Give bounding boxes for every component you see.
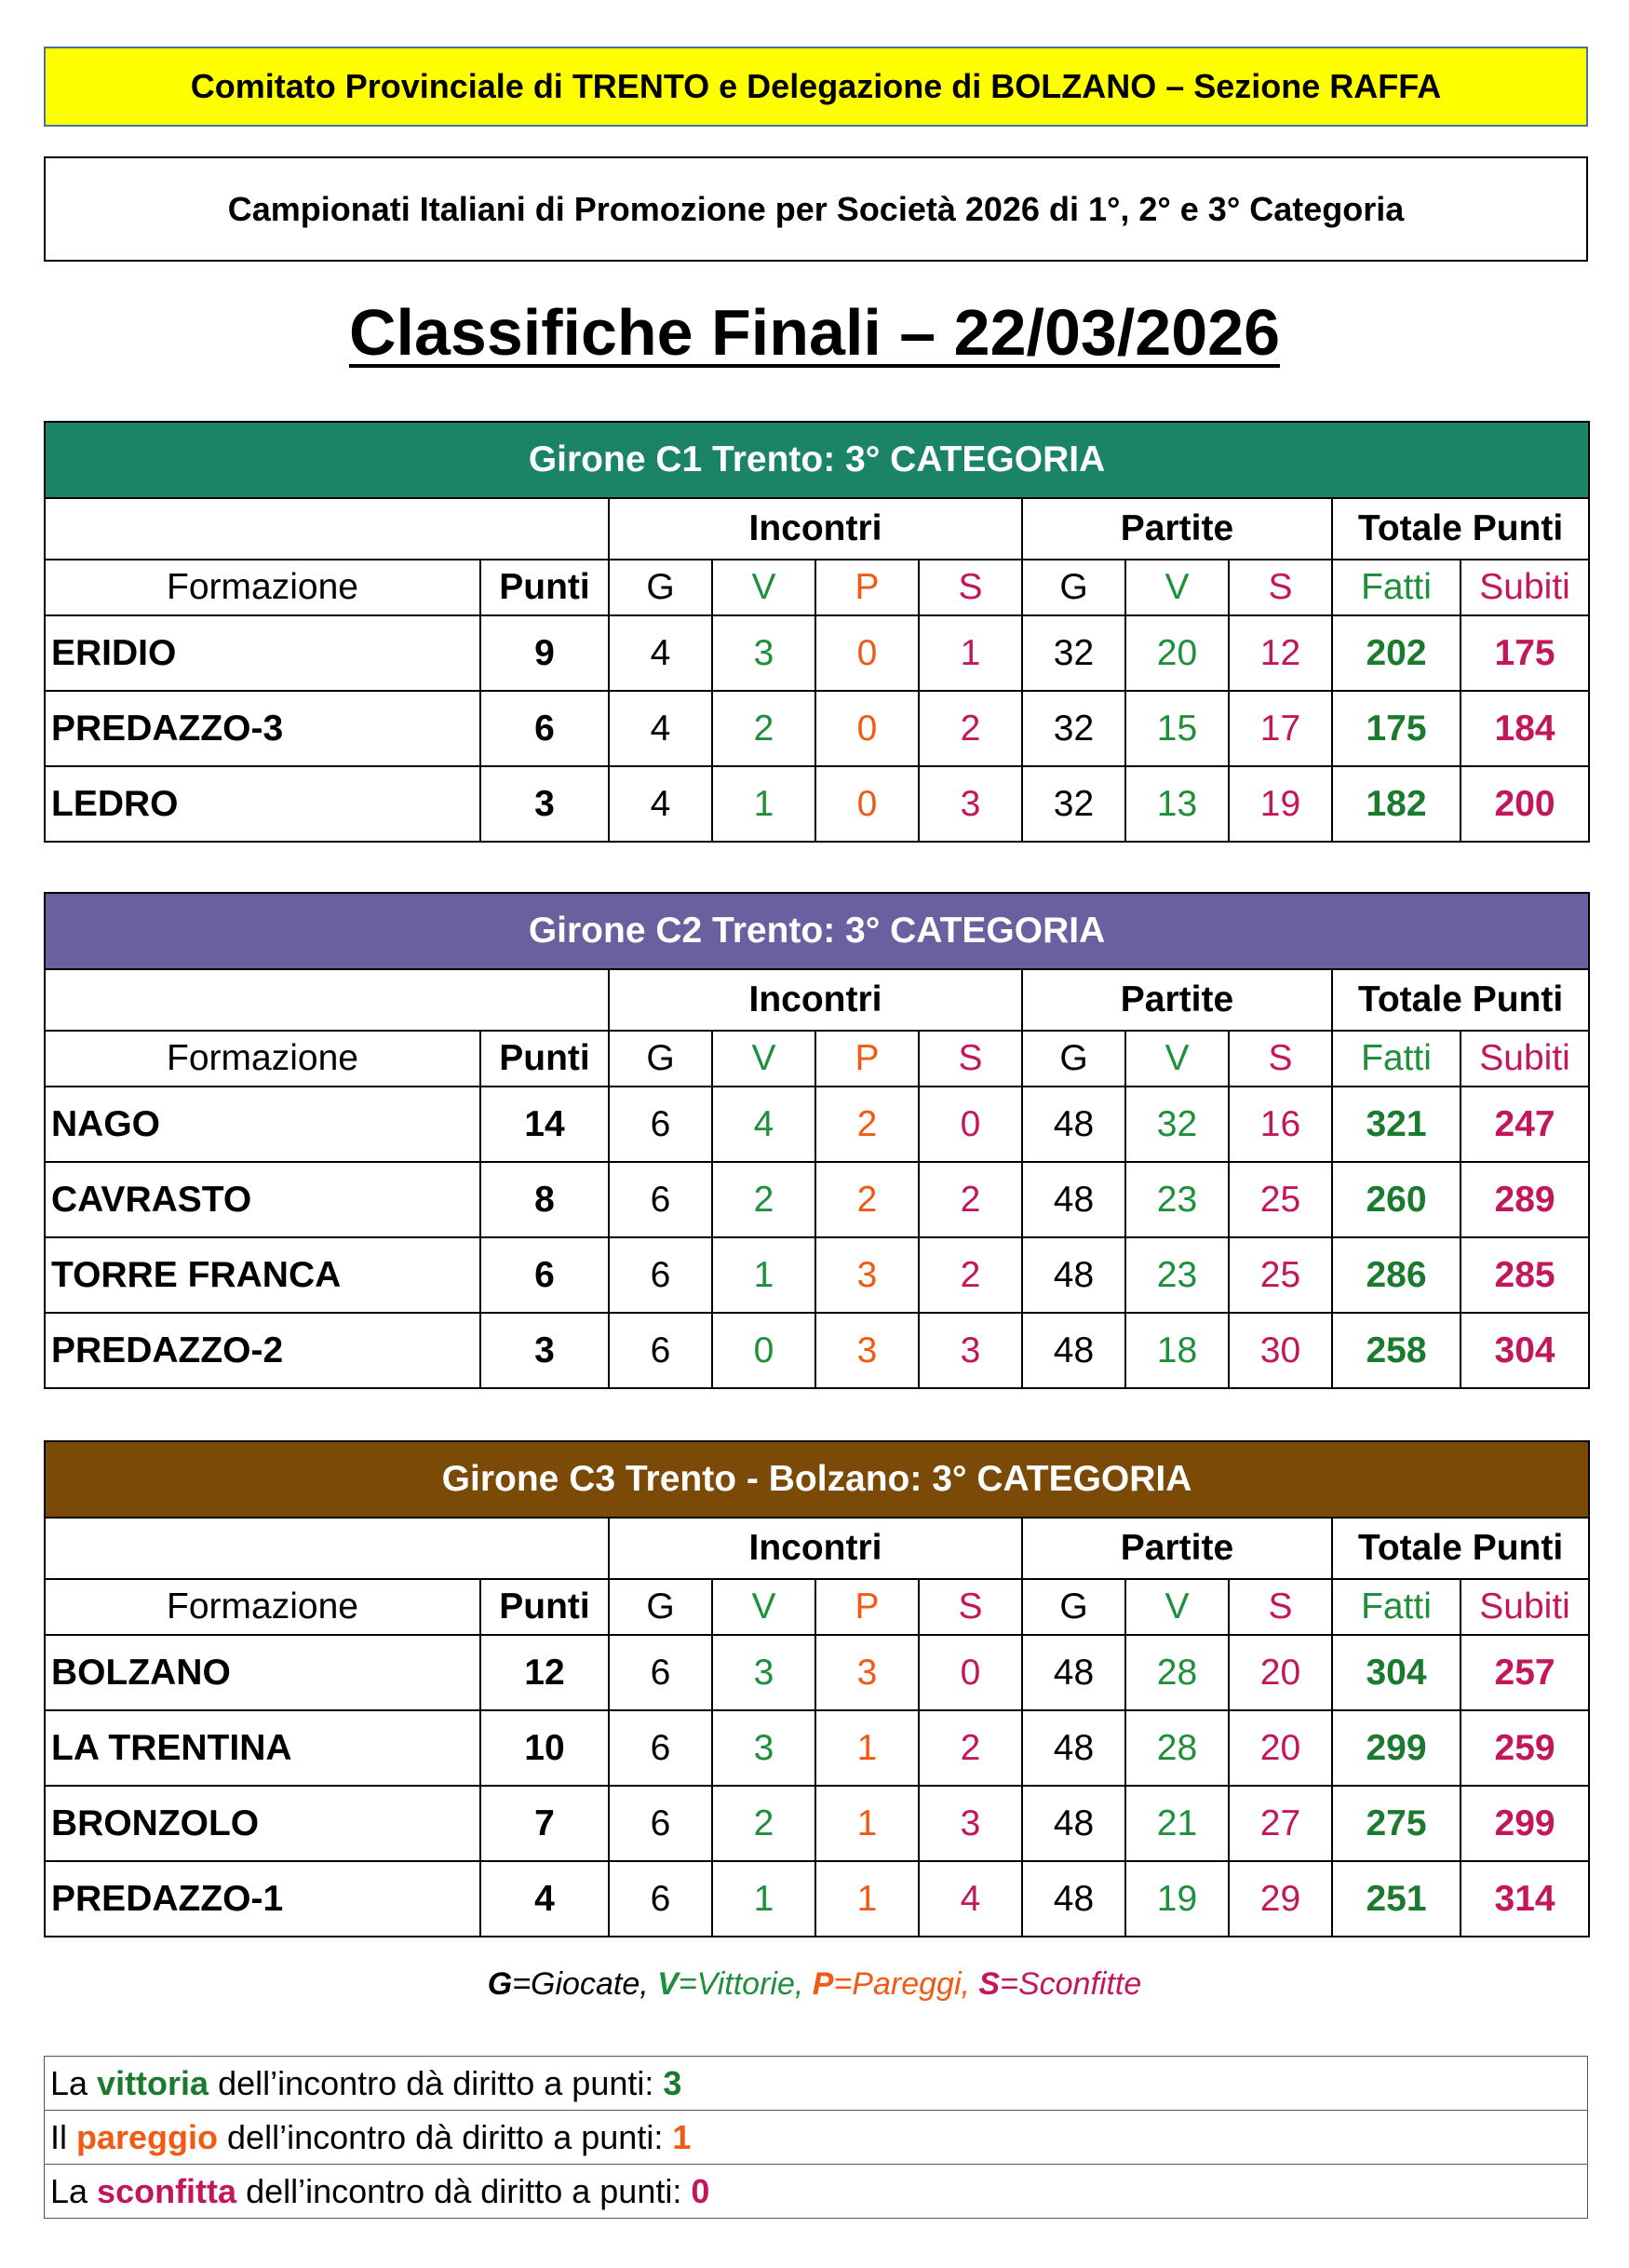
column-group-header — [45, 498, 1589, 560]
formazione-header: Formazione — [45, 560, 480, 615]
rule-value: 3 — [663, 2063, 682, 2102]
incontri-lost: 2 — [919, 1237, 1022, 1313]
incontri-drawn: 1 — [815, 1861, 919, 1937]
incontri-g-header: G — [609, 560, 712, 615]
incontri-played: 4 — [609, 615, 712, 691]
incontri-s-header: S — [919, 560, 1022, 615]
points-conceded: 304 — [1461, 1313, 1589, 1388]
table-row — [45, 1786, 1589, 1861]
legend-g-text: =Giocate, — [512, 1966, 658, 2002]
rule-prefix: La — [50, 2063, 98, 2102]
incontri-drawn: 3 — [815, 1635, 919, 1710]
incontri-lost: 0 — [919, 1087, 1022, 1162]
rule-row-defeat — [45, 2165, 1588, 2219]
incontri-p-header: P — [815, 560, 919, 615]
incontri-played: 6 — [609, 1087, 712, 1162]
partite-s-header: S — [1229, 1579, 1332, 1635]
table-row — [45, 1162, 1589, 1237]
partite-lost: 30 — [1229, 1313, 1332, 1388]
partite-lost: 27 — [1229, 1786, 1332, 1861]
partite-won: 13 — [1125, 766, 1229, 842]
incontri-header: Incontri — [609, 1518, 1022, 1579]
points-scored: 275 — [1332, 1786, 1461, 1861]
punti-header: Punti — [480, 1579, 609, 1635]
rule-suffix: dell’incontro dà diritto a punti: — [218, 2117, 673, 2156]
points-scored: 260 — [1332, 1162, 1461, 1237]
formazione-header: Formazione — [45, 1579, 480, 1635]
group-table — [44, 892, 1590, 1389]
partite-played: 48 — [1022, 1313, 1125, 1388]
incontri-lost: 1 — [919, 615, 1022, 691]
partite-played: 48 — [1022, 1710, 1125, 1786]
partite-played: 32 — [1022, 615, 1125, 691]
partite-played: 48 — [1022, 1162, 1125, 1237]
partite-lost: 19 — [1229, 766, 1332, 842]
group-table — [44, 421, 1590, 843]
incontri-s-header: S — [919, 1031, 1022, 1087]
incontri-drawn: 0 — [815, 615, 919, 691]
incontri-won: 2 — [712, 691, 815, 766]
incontri-lost: 4 — [919, 1861, 1022, 1937]
table-row — [45, 1087, 1589, 1162]
group-title: Girone C1 Trento: 3° CATEGORIA — [45, 422, 1589, 498]
incontri-v-header: V — [712, 560, 815, 615]
points-conceded: 247 — [1461, 1087, 1589, 1162]
partite-won: 23 — [1125, 1162, 1229, 1237]
incontri-s-header: S — [919, 1579, 1022, 1635]
legend-p-key: P — [812, 1966, 834, 2002]
legend-p-text: =Pareggi, — [833, 1966, 979, 2002]
team-name: LA TRENTINA — [45, 1710, 480, 1786]
incontri-g-header: G — [609, 1579, 712, 1635]
abbreviation-legend — [0, 1966, 1629, 2003]
incontri-won: 0 — [712, 1313, 815, 1388]
organization-banner — [44, 47, 1588, 127]
page-title — [0, 290, 1629, 374]
incontri-won: 3 — [712, 1635, 815, 1710]
incontri-played: 6 — [609, 1162, 712, 1237]
rule-row-victory — [45, 2057, 1588, 2111]
table-row — [45, 1237, 1589, 1313]
fatti-header: Fatti — [1332, 1031, 1461, 1087]
punti-header: Punti — [480, 1031, 609, 1087]
championship-box — [44, 156, 1588, 262]
incontri-v-header: V — [712, 1031, 815, 1087]
incontri-lost: 3 — [919, 1786, 1022, 1861]
legend-v-text: =Vittorie, — [678, 1966, 813, 2002]
incontri-won: 4 — [712, 1087, 815, 1162]
subiti-header: Subiti — [1461, 1579, 1589, 1635]
team-points: 4 — [480, 1861, 609, 1937]
team-points: 9 — [480, 615, 609, 691]
incontri-played: 6 — [609, 1861, 712, 1937]
team-name: PREDAZZO-2 — [45, 1313, 480, 1388]
partite-g-header: G — [1022, 1031, 1125, 1087]
incontri-drawn: 1 — [815, 1710, 919, 1786]
partite-g-header: G — [1022, 560, 1125, 615]
incontri-lost: 3 — [919, 1313, 1022, 1388]
incontri-won: 1 — [712, 1237, 815, 1313]
punti-header: Punti — [480, 560, 609, 615]
rule-value: 1 — [672, 2117, 692, 2156]
incontri-played: 4 — [609, 766, 712, 842]
points-conceded: 314 — [1461, 1861, 1589, 1937]
points-conceded: 289 — [1461, 1162, 1589, 1237]
partite-played: 48 — [1022, 1237, 1125, 1313]
incontri-lost: 2 — [919, 1162, 1022, 1237]
partite-lost: 29 — [1229, 1861, 1332, 1937]
incontri-won: 2 — [712, 1786, 815, 1861]
partite-won: 23 — [1125, 1237, 1229, 1313]
team-points: 7 — [480, 1786, 609, 1861]
partite-header: Partite — [1022, 1518, 1332, 1579]
points-scored: 299 — [1332, 1710, 1461, 1786]
incontri-header: Incontri — [609, 498, 1022, 560]
points-scored: 286 — [1332, 1237, 1461, 1313]
team-name: BOLZANO — [45, 1635, 480, 1710]
incontri-played: 6 — [609, 1635, 712, 1710]
organization-text: Comitato Provinciale di TRENTO e Delegazione di BOLZANO – Sezione RAFFA — [190, 67, 1442, 105]
legend-s-text: =Sconfitte — [1000, 1966, 1142, 2002]
points-conceded: 259 — [1461, 1710, 1589, 1786]
table-row — [45, 1861, 1589, 1937]
table-row — [45, 766, 1589, 842]
team-points: 12 — [480, 1635, 609, 1710]
points-conceded: 175 — [1461, 615, 1589, 691]
empty-header-cell — [45, 1518, 609, 1579]
partite-won: 28 — [1125, 1710, 1229, 1786]
legend-s-key: S — [978, 1966, 1001, 2002]
partite-v-header: V — [1125, 560, 1229, 615]
table-row — [45, 1710, 1589, 1786]
partite-played: 48 — [1022, 1087, 1125, 1162]
incontri-lost: 2 — [919, 1710, 1022, 1786]
partite-won: 18 — [1125, 1313, 1229, 1388]
incontri-lost: 0 — [919, 1635, 1022, 1710]
points-conceded: 299 — [1461, 1786, 1589, 1861]
partite-played: 32 — [1022, 766, 1125, 842]
partite-won: 32 — [1125, 1087, 1229, 1162]
partite-won: 19 — [1125, 1861, 1229, 1937]
table-row — [45, 1313, 1589, 1388]
partite-won: 28 — [1125, 1635, 1229, 1710]
points-scored: 202 — [1332, 615, 1461, 691]
group-table — [44, 1440, 1590, 1937]
incontri-drawn: 0 — [815, 766, 919, 842]
team-name: BRONZOLO — [45, 1786, 480, 1861]
group-title: Girone C3 Trento - Bolzano: 3° CATEGORIA — [45, 1441, 1589, 1518]
incontri-lost: 2 — [919, 691, 1022, 766]
incontri-header: Incontri — [609, 969, 1022, 1031]
team-name: ERIDIO — [45, 615, 480, 691]
incontri-drawn: 2 — [815, 1087, 919, 1162]
incontri-played: 6 — [609, 1710, 712, 1786]
partite-lost: 25 — [1229, 1237, 1332, 1313]
rule-suffix: dell’incontro dà diritto a punti: — [209, 2063, 664, 2102]
points-conceded: 285 — [1461, 1237, 1589, 1313]
incontri-p-header: P — [815, 1031, 919, 1087]
incontri-played: 6 — [609, 1313, 712, 1388]
partite-g-header: G — [1022, 1579, 1125, 1635]
incontri-won: 1 — [712, 766, 815, 842]
partite-lost: 12 — [1229, 615, 1332, 691]
partite-won: 15 — [1125, 691, 1229, 766]
incontri-drawn: 0 — [815, 691, 919, 766]
partite-v-header: V — [1125, 1579, 1229, 1635]
subiti-header: Subiti — [1461, 1031, 1589, 1087]
points-conceded: 257 — [1461, 1635, 1589, 1710]
incontri-played: 6 — [609, 1786, 712, 1861]
column-group-header — [45, 1518, 1589, 1579]
partite-s-header: S — [1229, 1031, 1332, 1087]
partite-lost: 20 — [1229, 1710, 1332, 1786]
team-name: PREDAZZO-3 — [45, 691, 480, 766]
rule-keyword: vittoria — [97, 2063, 209, 2102]
points-scored: 175 — [1332, 691, 1461, 766]
partite-played: 48 — [1022, 1635, 1125, 1710]
group-header — [45, 1441, 1589, 1518]
partite-won: 20 — [1125, 615, 1229, 691]
incontri-p-header: P — [815, 1579, 919, 1635]
rule-suffix: dell’incontro dà diritto a punti: — [236, 2171, 692, 2210]
table-row — [45, 691, 1589, 766]
fatti-header: Fatti — [1332, 1579, 1461, 1635]
points-scored: 182 — [1332, 766, 1461, 842]
rule-value: 0 — [691, 2171, 710, 2210]
column-header-row — [45, 560, 1589, 615]
points-conceded: 200 — [1461, 766, 1589, 842]
partite-played: 48 — [1022, 1786, 1125, 1861]
partite-played: 32 — [1022, 691, 1125, 766]
legend-g-key: G — [487, 1966, 513, 2002]
totale-punti-header: Totale Punti — [1332, 1518, 1589, 1579]
empty-header-cell — [45, 969, 609, 1031]
incontri-won: 3 — [712, 1710, 815, 1786]
page-title-text: Classifiche Finali – 22/03/2026 — [348, 296, 1281, 369]
incontri-v-header: V — [712, 1579, 815, 1635]
incontri-g-header: G — [609, 1031, 712, 1087]
points-conceded: 184 — [1461, 691, 1589, 766]
column-header-row — [45, 1579, 1589, 1635]
incontri-drawn: 2 — [815, 1162, 919, 1237]
incontri-drawn: 1 — [815, 1786, 919, 1861]
points-scored: 304 — [1332, 1635, 1461, 1710]
incontri-lost: 3 — [919, 766, 1022, 842]
partite-won: 21 — [1125, 1786, 1229, 1861]
partite-played: 48 — [1022, 1861, 1125, 1937]
team-name: PREDAZZO-1 — [45, 1861, 480, 1937]
table-row — [45, 615, 1589, 691]
column-group-header — [45, 969, 1589, 1031]
totale-punti-header: Totale Punti — [1332, 498, 1589, 560]
incontri-won: 1 — [712, 1861, 815, 1937]
team-name: NAGO — [45, 1087, 480, 1162]
team-points: 3 — [480, 1313, 609, 1388]
partite-s-header: S — [1229, 560, 1332, 615]
column-header-row — [45, 1031, 1589, 1087]
team-points: 8 — [480, 1162, 609, 1237]
rule-prefix: Il — [50, 2117, 77, 2156]
partite-lost: 17 — [1229, 691, 1332, 766]
rule-keyword: pareggio — [76, 2117, 219, 2156]
points-rules-table — [44, 2056, 1588, 2219]
subiti-header: Subiti — [1461, 560, 1589, 615]
incontri-played: 6 — [609, 1237, 712, 1313]
team-points: 6 — [480, 691, 609, 766]
team-points: 10 — [480, 1710, 609, 1786]
partite-lost: 20 — [1229, 1635, 1332, 1710]
fatti-header: Fatti — [1332, 560, 1461, 615]
rule-prefix: La — [50, 2171, 98, 2210]
empty-header-cell — [45, 498, 609, 560]
formazione-header: Formazione — [45, 1031, 480, 1087]
points-scored: 251 — [1332, 1861, 1461, 1937]
team-points: 14 — [480, 1087, 609, 1162]
team-name: CAVRASTO — [45, 1162, 480, 1237]
incontri-won: 2 — [712, 1162, 815, 1237]
incontri-drawn: 3 — [815, 1313, 919, 1388]
totale-punti-header: Totale Punti — [1332, 969, 1589, 1031]
partite-header: Partite — [1022, 969, 1332, 1031]
team-name: TORRE FRANCA — [45, 1237, 480, 1313]
group-header — [45, 893, 1589, 969]
incontri-drawn: 3 — [815, 1237, 919, 1313]
rule-keyword: sconfitta — [97, 2171, 237, 2210]
championship-text: Campionati Italiani di Promozione per Società 2026 di 1°, 2° e 3° Categoria — [227, 189, 1405, 228]
legend-v-key: V — [657, 1966, 679, 2002]
team-points: 3 — [480, 766, 609, 842]
team-name: LEDRO — [45, 766, 480, 842]
partite-header: Partite — [1022, 498, 1332, 560]
table-row — [45, 1635, 1589, 1710]
partite-lost: 16 — [1229, 1087, 1332, 1162]
group-title: Girone C2 Trento: 3° CATEGORIA — [45, 893, 1589, 969]
incontri-played: 4 — [609, 691, 712, 766]
incontri-won: 3 — [712, 615, 815, 691]
team-points: 6 — [480, 1237, 609, 1313]
points-scored: 321 — [1332, 1087, 1461, 1162]
group-header — [45, 422, 1589, 498]
partite-v-header: V — [1125, 1031, 1229, 1087]
partite-lost: 25 — [1229, 1162, 1332, 1237]
rule-row-draw — [45, 2111, 1588, 2165]
points-scored: 258 — [1332, 1313, 1461, 1388]
